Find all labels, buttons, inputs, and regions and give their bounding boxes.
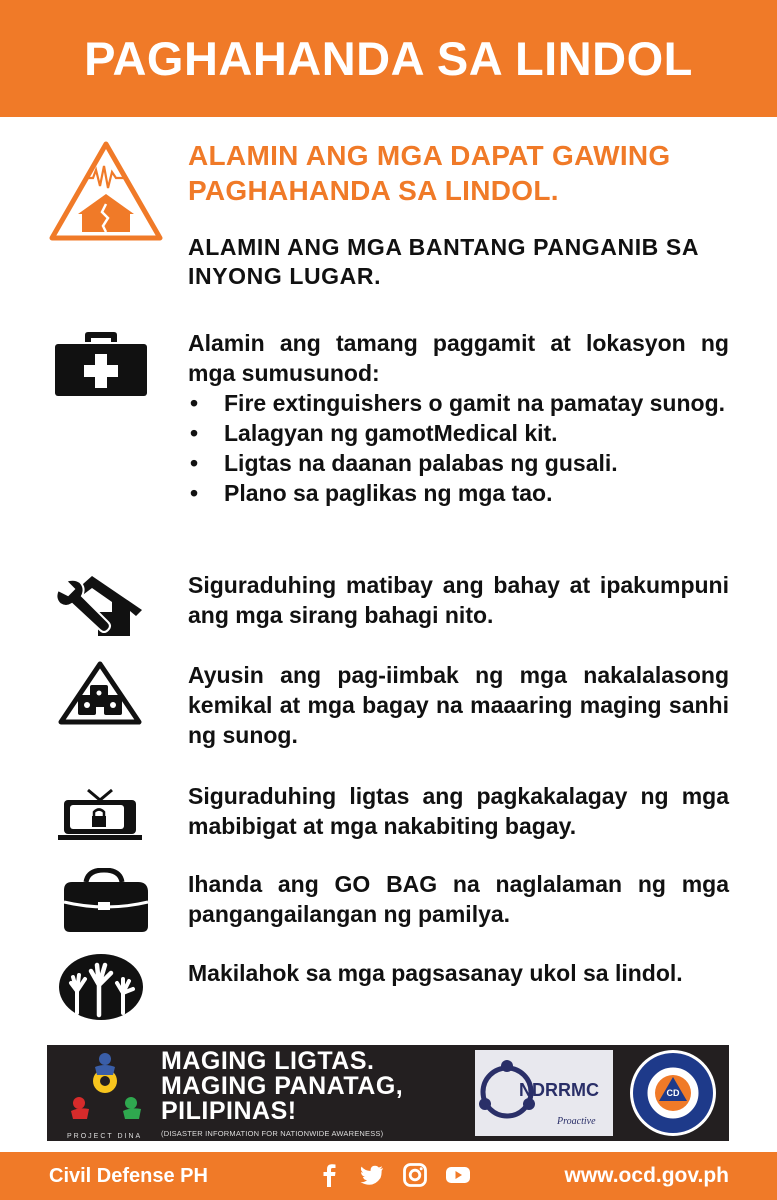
list-item [188, 869, 729, 929]
youtube-icon[interactable] [445, 1162, 471, 1188]
website-link[interactable]: www.ocd.gov.ph [564, 1164, 729, 1187]
raised-hands-icon [59, 953, 143, 1021]
slogan-line: MAGING LIGTAS. [161, 1047, 375, 1075]
item-text: Alamin ang tamang paggamit at lokasyon ng mga sumusunod: [188, 330, 729, 386]
ndrrmc-label: NDRRMC [519, 1080, 599, 1100]
svg-text:CD: CD [666, 1088, 680, 1098]
intro-section [188, 138, 748, 291]
bottom-bar [0, 1152, 777, 1200]
ndrrmc-tagline: Proactive [557, 1116, 596, 1127]
item-text: Siguraduhing ligtas ang pagkakalagay ng mga mabibigat at mga nakabiting bagay. [188, 783, 729, 839]
slogan [161, 1049, 403, 1124]
bullet-list [188, 388, 729, 508]
bullet-item: • Ligtas na daanan palabas ng gusali. [188, 448, 729, 478]
list-item [188, 958, 729, 988]
house-repair-icon [52, 572, 144, 638]
ocd-seal-logo [629, 1049, 717, 1137]
bullet-item: • Fire extinguishers o gamit na pamatay sunog. [188, 388, 729, 418]
item-text: Makilahok sa mga pagsasanay ukol sa lindol. [188, 960, 683, 986]
page-title: PAGHAHANDA SA LINDOL [84, 32, 693, 85]
bullet-item: • Plano sa paglikas ng mga tao. [188, 478, 729, 508]
brand-name: Civil Defense PH [49, 1165, 208, 1187]
intro-subheading: ALAMIN ANG MGA BANTANG PANGANIB SA INYONG LUGAR. [188, 234, 699, 289]
go-bag-icon [60, 868, 152, 934]
instagram-icon[interactable] [402, 1162, 428, 1188]
campaign-banner [47, 1045, 729, 1141]
hazardous-chemicals-icon [58, 661, 142, 725]
social-links [316, 1162, 471, 1188]
title-banner [0, 0, 777, 117]
intro-heading: ALAMIN ANG MGA DAPAT GAWING PAGHAHANDA SA LINDOL. [188, 140, 671, 206]
item-text: Siguraduhing matibay ang bahay at ipakumpuni ang mga sirang bahagi nito. [188, 572, 729, 628]
slogan-subtitle: (DISASTER INFORMATION FOR NATIONWIDE AWARENESS) [161, 1129, 384, 1138]
medical-kit-icon [55, 332, 147, 396]
slogan-line: PILIPINAS! [161, 1097, 297, 1125]
item-text: Ihanda ang GO BAG na naglalaman ng mga pangangailangan ng pamilya. [188, 871, 729, 927]
twitter-icon[interactable] [359, 1162, 385, 1188]
list-item [188, 781, 729, 841]
ndrrmc-logo [475, 1050, 613, 1136]
list-item [188, 660, 729, 750]
item-text: Ayusin ang pag-iimbak ng mga nakalalasong kemikal at mga bagay na maaaring maging sanhi ng sunog. [188, 662, 729, 748]
slogan-line: MAGING PANATAG, [161, 1072, 404, 1100]
list-item [188, 570, 729, 630]
project-label: PROJECT DINA [67, 1133, 143, 1140]
secured-tv-icon [58, 788, 142, 842]
bullet-item: • Lalagyan ng gamotMedical kit. [188, 418, 729, 448]
earthquake-warning-icon [46, 138, 166, 244]
facebook-icon[interactable] [316, 1162, 342, 1188]
project-dina-logo [61, 1051, 151, 1140]
list-item [188, 328, 729, 508]
